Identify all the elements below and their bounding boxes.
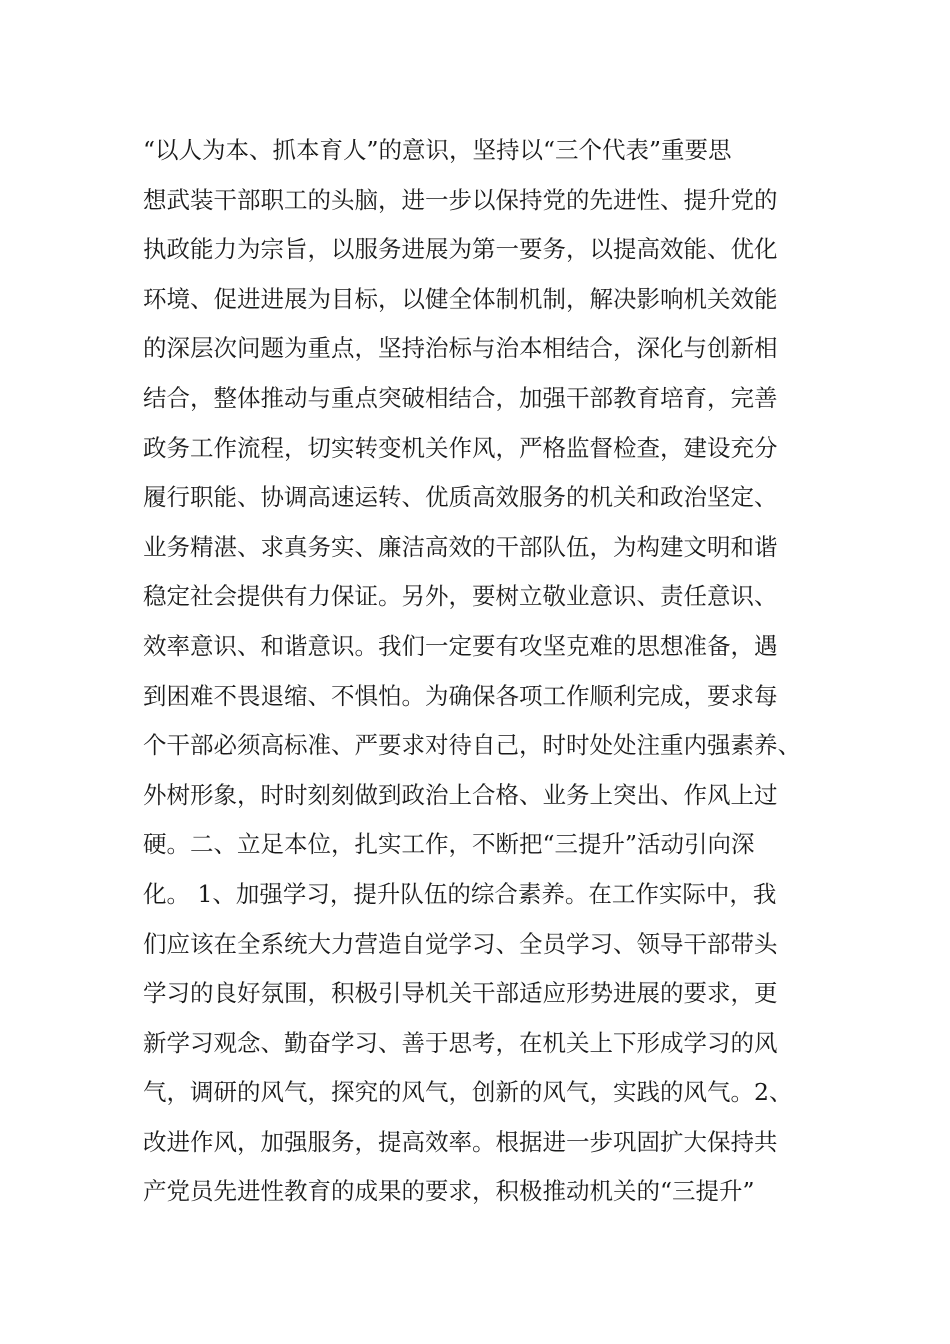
text-line-15: 硬。二、立足本位，扎实工作，不断把“三提升”活动引向深 <box>143 830 755 859</box>
text-line-20: 气，调研的风气，探究的风气，创新的风气，实践的风气。2、 <box>143 1078 793 1107</box>
text-line-3: 执政能力为宗旨，以服务进展为第一要务，以提高效能、优化 <box>143 235 778 264</box>
text-line-5: 的深层次问题为重点，坚持治标与治本相结合，深化与创新相 <box>143 334 778 363</box>
text-line-17: 们应该在全系统大力营造自觉学习、全员学习、领导干部带头 <box>143 929 778 958</box>
text-line-11: 效率意识、和谐意识。我们一定要有攻坚克难的思想准备，遇 <box>143 631 778 660</box>
text-line-18: 学习的良好氛围，积极引导机关干部适应形势进展的要求，更 <box>143 979 778 1008</box>
body-paragraph <box>143 126 843 1217</box>
text-line-10: 稳定社会提供有力保证。另外，要树立敬业意识、责任意识、 <box>143 582 778 611</box>
text-line-6: 结合，整体推动与重点突破相结合，加强干部教育培育，完善 <box>143 383 778 412</box>
text-line-21: 改进作风，加强服务，提高效率。根据进一步巩固扩大保持共 <box>143 1127 778 1156</box>
text-line-13: 个干部必须高标准、严要求对待自己，时时处处注重内强素养、 <box>143 731 801 760</box>
text-line-4: 环境、促进进展为目标，以健全体制机制，解决影响机关效能 <box>143 284 778 313</box>
text-line-16: 化。 1、加强学习，提升队伍的综合素养。在工作实际中，我 <box>143 879 777 908</box>
text-line-1: “以人为本、抓本育人”的意识，坚持以“三个代表”重要思 <box>143 136 732 164</box>
text-line-9: 业务精湛、求真务实、廉洁高效的干部队伍，为构建文明和谐 <box>143 532 778 561</box>
text-line-12: 到困难不畏退缩、不惧怕。为确保各项工作顺利完成，要求每 <box>143 681 778 710</box>
text-line-2: 想武装干部职工的头脑，进一步以保持党的先进性、提升党的 <box>143 185 778 214</box>
text-line-22: 产党员先进性教育的成果的要求，积极推动机关的“三提升” <box>143 1177 755 1206</box>
text-line-8: 履行职能、协调高速运转、优质高效服务的机关和政治坚定、 <box>143 483 778 512</box>
text-line-14: 外树形象，时时刻刻做到政治上合格、业务上突出、作风上过 <box>143 780 778 809</box>
text-line-19: 新学习观念、勤奋学习、善于思考，在机关上下形成学习的风 <box>143 1028 778 1057</box>
text-line-7: 政务工作流程，切实转变机关作风，严格监督检查，建设充分 <box>143 433 778 462</box>
